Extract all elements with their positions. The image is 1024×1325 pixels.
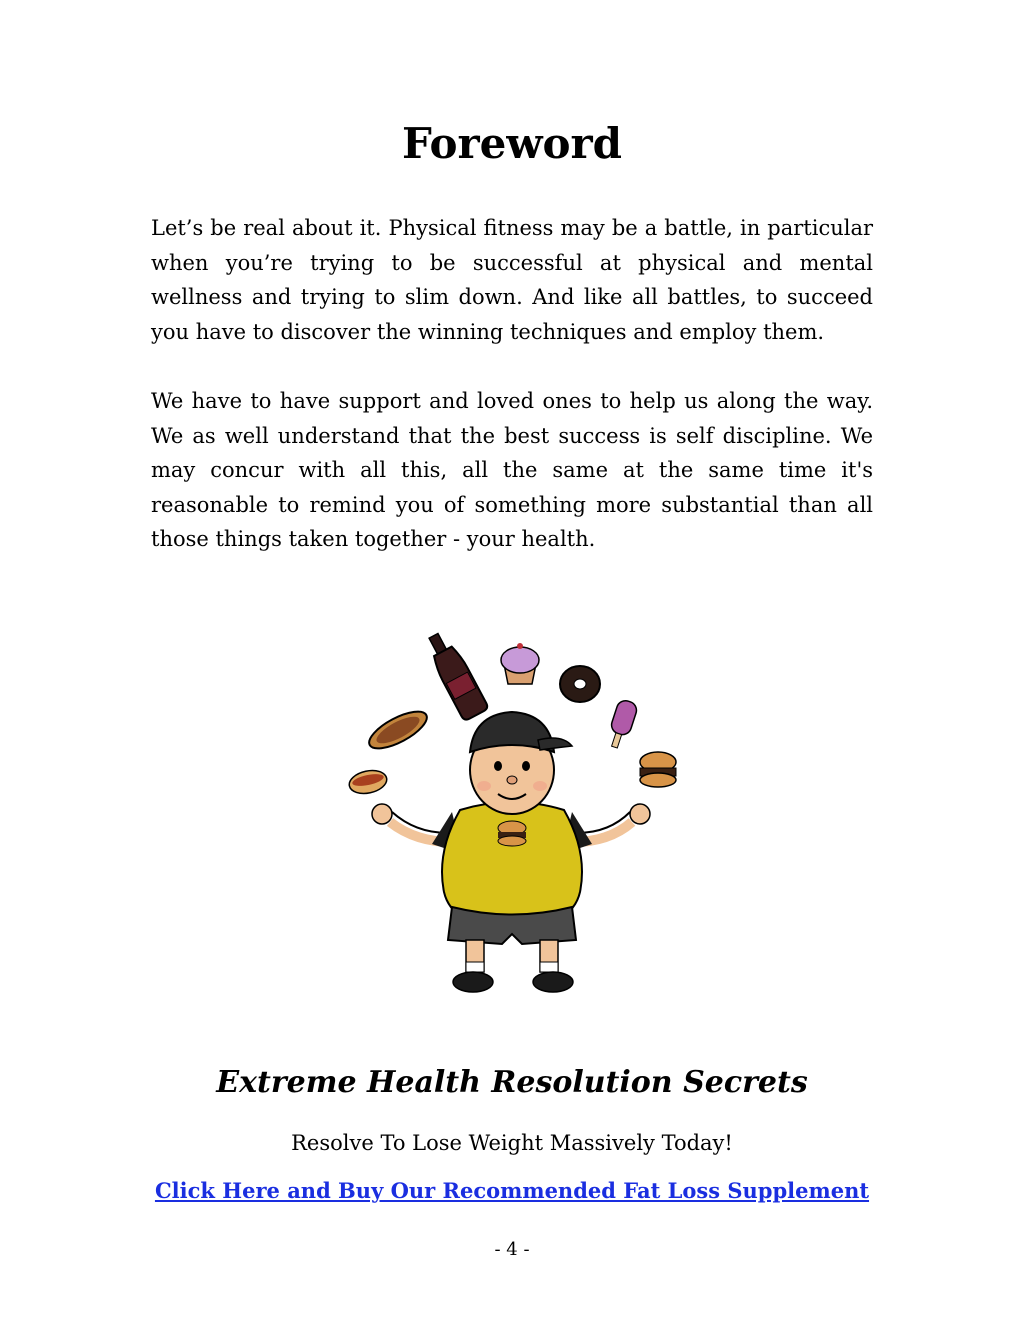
soda-bottle-icon (422, 629, 489, 722)
shirt-burger-icon (498, 821, 526, 846)
burger-icon (640, 752, 676, 787)
buy-supplement-link[interactable]: Click Here and Buy Our Recommended Fat Loss Supplement (154, 1178, 870, 1203)
page-number: - 4 - (494, 1239, 530, 1260)
page-title: Foreword (401, 119, 623, 168)
promo-heading: Extreme Health Resolution Secrets (216, 1065, 808, 1100)
paragraph-support: We have to have support and loved ones to help us along the way. We as well understand that the best success is self discipline. We may concur with all this, all the same at the same time it's reasonable to remind you of something more substantial than all those things taken together - your health. (151, 389, 873, 551)
paragraph-intro: Let’s be real about it. Physical fitness may be a battle, in particular when you’re trying to be successful at physical and mental wellness and trying to slim down. And like all battles, to succeed you have to discover the winning techniques and employ them. (151, 216, 873, 344)
promo-tagline: Resolve To Lose Weight Massively Today! (291, 1131, 733, 1155)
cta-link-container (0, 1176, 1024, 1206)
ice-cream-bar-icon (605, 698, 639, 750)
donut-icon (560, 666, 600, 702)
hot-dog-icon (347, 767, 389, 796)
pizza-icon (364, 704, 432, 755)
cupcake-icon (501, 643, 539, 684)
juggling-junk-food-man-icon (340, 622, 685, 1007)
